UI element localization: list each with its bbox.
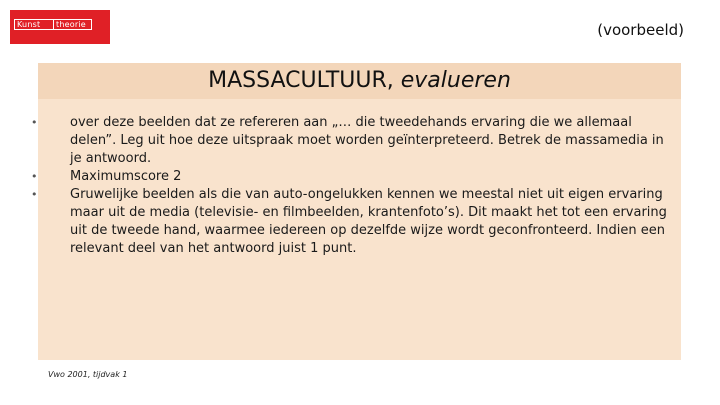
bullet-dot-icon: • bbox=[31, 188, 38, 201]
bullet-list bbox=[31, 114, 681, 258]
bullet-text: Gruwelijke beelden als die van auto-ongelukken kennen we meestal niet uit eigen ervaring maar uit de media (televisie- en filmbeelden, krantenfoto’s). Dit maakt het tot een ervaring uit de tweede hand, waarmee iedereen op dezelfde wijze wordt geconfronteerd. Indien een relevant deel van het antwoord juist 1 punt. bbox=[70, 187, 667, 256]
bullet-dot-icon: • bbox=[31, 116, 38, 129]
bullet-item bbox=[31, 114, 681, 168]
example-label: (voorbeeld) bbox=[597, 21, 684, 39]
bullet-item bbox=[31, 186, 681, 258]
title-italic: evalueren bbox=[400, 68, 511, 93]
title-bar bbox=[38, 63, 681, 99]
bullet-content bbox=[31, 114, 681, 258]
bullet-dot-icon: • bbox=[31, 170, 38, 183]
logo-word-kunst: Kunst bbox=[14, 19, 54, 30]
slide-title bbox=[208, 68, 511, 93]
bullet-text: over deze beelden dat ze refereren aan „… die tweedehands ervaring die we allemaal delen”. Leg uit hoe deze uitspraak moet worden geïnterpreteerd. Betrek de massamedia in je antwoord. bbox=[70, 115, 664, 166]
bullet-item bbox=[31, 168, 681, 186]
logo-word-theorie: theorie bbox=[53, 19, 92, 30]
bullet-text: Maximumscore 2 bbox=[70, 169, 182, 184]
source-footer: Vwo 2001, tijdvak 1 bbox=[48, 370, 128, 379]
title-main: MASSACULTUUR, bbox=[208, 68, 394, 93]
